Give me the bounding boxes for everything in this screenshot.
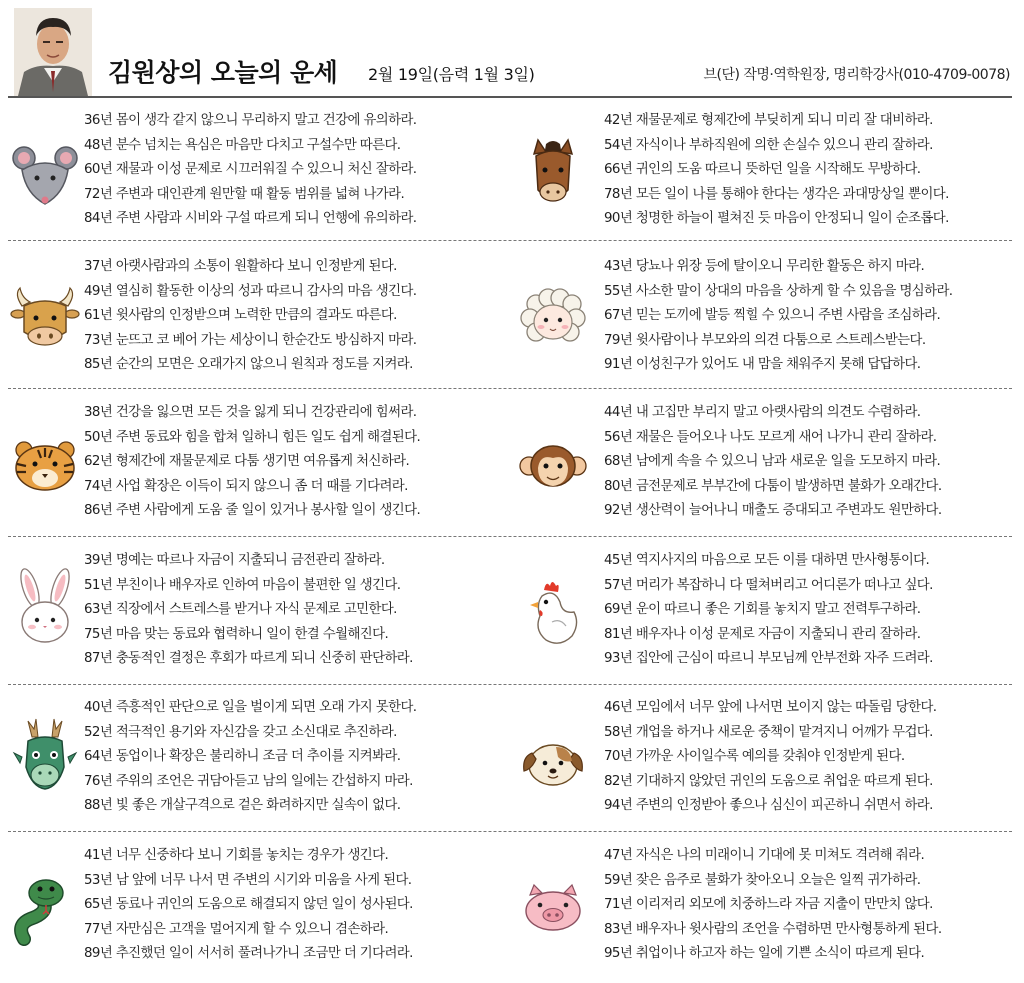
fortune-line: 59년 잦은 음주로 불화가 찾아오니 오늘은 일찍 귀가하라. (604, 872, 921, 888)
zodiac-row (0, 102, 1024, 248)
horse-icon (516, 120, 590, 220)
fortune-line: 94년 주변의 인정받아 좋으나 심신이 피곤하니 쉬면서 하라. (604, 798, 933, 813)
zodiac-cell-pig (508, 837, 1018, 977)
fortune-line: 78년 모든 일이 나를 통해야 한다는 생각은 과대망상일 뿐이다. (604, 186, 949, 202)
zodiac-row (0, 689, 1024, 835)
fortune-list (604, 401, 941, 524)
fortune-line: 79년 윗사람이나 부모와의 의견 다툼으로 스트레스받는다. (604, 332, 926, 348)
fortune-list (604, 549, 933, 672)
fortune-list (84, 844, 413, 967)
fortune-line: 55년 사소한 말이 상대의 마음을 상하게 할 수 있음을 명심하라. (604, 283, 953, 299)
fortune-list (604, 109, 949, 232)
fortune-line: 91년 이성친구가 있어도 내 맘을 채워주지 못해 답답하다. (604, 357, 921, 372)
fortune-line: 48년 분수 넘치는 욕심은 마음만 다치고 구설수만 따른다. (84, 137, 401, 153)
fortune-line: 61년 윗사람의 인정받으며 노력한 만큼의 결과도 따른다. (84, 308, 397, 323)
zodiac-cell-snake (0, 837, 500, 977)
fortune-line: 74년 사업 확장은 이득이 되지 않으니 좀 더 때를 기다려라. (84, 478, 408, 494)
snake-icon (8, 855, 82, 955)
fortune-line: 64년 동업이나 확장은 불리하니 조금 더 추이를 지켜봐라. (84, 749, 401, 764)
zodiac-grid (0, 102, 1024, 977)
row-divider (8, 831, 1012, 832)
zodiac-cell-rabbit (0, 542, 500, 682)
row-divider (8, 240, 1012, 241)
fortune-line: 90년 청명한 하늘이 펼쳐진 듯 마음이 안정되니 일이 순조롭다. (604, 211, 949, 226)
fortune-list (604, 696, 936, 819)
fortune-line: 56년 재물은 들어오나 나도 모르게 새어 나가니 관리 잘하라. (604, 429, 937, 445)
fortune-line: 68년 남에게 속을 수 있으니 남과 새로운 일을 도모하지 마라. (604, 454, 941, 469)
zodiac-cell-chicken (508, 542, 1018, 682)
fortune-line: 69년 운이 따르니 좋은 기회를 놓치지 말고 전력투구하라. (604, 602, 921, 617)
author-info: 브(단) 작명·역학원장, 명리학강사(010-4709-0078) (703, 67, 1010, 83)
zodiac-row (0, 394, 1024, 540)
zodiac-cell-rat (0, 102, 500, 242)
fortune-line: 46년 모임에서 너무 앞에 나서면 보이지 않는 따돌림 당한다. (604, 700, 937, 715)
fortune-line: 82년 기대하지 않았던 귀인의 도움으로 취업운 따르게 된다. (604, 773, 933, 789)
fortune-line: 70년 가까운 사이일수록 예의를 갖춰야 인정받게 된다. (604, 749, 905, 764)
fortune-line: 95년 취업이나 하고자 하는 일에 기쁜 소식이 따르게 된다. (604, 946, 925, 961)
page-title: 김원상의 오늘의 운세 (108, 58, 338, 87)
fortune-line: 84년 주변 사람과 시비와 구설 따르게 되니 언행에 유의하라. (84, 211, 417, 226)
fortune-line: 41년 너무 신중하다 보니 기회를 놓치는 경우가 생긴다. (84, 848, 389, 863)
author-portrait (14, 8, 92, 96)
fortune-line: 71년 이리저리 외모에 치중하느라 자금 지출이 만만치 않다. (604, 897, 933, 912)
zodiac-cell-ox (0, 248, 500, 388)
fortune-line: 53년 남 앞에 너무 나서 면 주변의 시기와 미움을 사게 된다. (84, 872, 412, 888)
row-divider (8, 536, 1012, 537)
zodiac-cell-tiger (0, 394, 500, 534)
fortune-line: 85년 순간의 모면은 오래가지 않으니 원칙과 정도를 지켜라. (84, 357, 413, 372)
fortune-list (84, 109, 416, 232)
fortune-line: 73년 눈뜨고 코 베어 가는 세상이니 한순간도 방심하지 마라. (84, 332, 417, 348)
fortune-line: 67년 믿는 도끼에 발등 찍힐 수 있으니 주변 사람을 조심하라. (604, 308, 941, 323)
zodiac-cell-horse (508, 102, 1018, 242)
fortune-line: 42년 재물문제로 형제간에 부딪히게 되니 미리 잘 대비하라. (604, 113, 933, 128)
chicken-icon (516, 560, 590, 660)
fortune-list (84, 549, 413, 672)
zodiac-row (0, 837, 1024, 983)
sheep-icon (516, 266, 590, 366)
fortune-line: 65년 동료나 귀인의 도움으로 해결되지 않던 일이 성사된다. (84, 897, 413, 912)
fortune-line: 93년 집안에 근심이 따르니 부모님께 안부전화 자주 드려라. (604, 651, 933, 666)
fortune-line: 49년 열심히 활동한 이상의 성과 따르니 감사의 마음 생긴다. (84, 283, 417, 299)
monkey-icon (516, 412, 590, 512)
fortune-line: 52년 적극적인 용기와 자신감을 갖고 소신대로 추진하라. (84, 724, 397, 740)
fortune-line: 92년 생산력이 늘어나니 매출도 증대되고 주변과도 원만하다. (604, 503, 942, 518)
rabbit-icon (8, 560, 82, 660)
fortune-list (604, 844, 941, 967)
fortune-line: 37년 아랫사람과의 소통이 원활하다 보니 인정받게 된다. (84, 259, 397, 274)
zodiac-cell-monkey (508, 394, 1018, 534)
fortune-line: 83년 배우자나 윗사람의 조언을 수렴하면 만사형통하게 된다. (604, 921, 942, 937)
fortune-line: 60년 재물과 이성 문제로 시끄러워질 수 있으니 처신 잘하라. (84, 162, 417, 177)
fortune-list (84, 255, 416, 378)
zodiac-cell-dragon (0, 689, 500, 829)
ox-icon (8, 266, 82, 366)
fortune-line: 75년 마음 맞는 동료와 협력하니 일이 한결 수월해진다. (84, 626, 389, 642)
header-divider (8, 96, 1012, 98)
fortune-line: 58년 개업을 하거나 새로운 중책이 맡겨지니 어깨가 무겁다. (604, 724, 933, 740)
fortune-line: 66년 귀인의 도움 따르니 뜻하던 일을 시작해도 무방하다. (604, 162, 921, 177)
fortune-list (604, 255, 952, 378)
zodiac-cell-sheep (508, 248, 1018, 388)
fortune-list (84, 401, 420, 524)
rat-icon (8, 120, 82, 220)
fortune-line: 81년 배우자나 이성 문제로 자금이 지출되니 관리 잘하라. (604, 626, 921, 642)
fortune-line: 54년 자식이나 부하직원에 의한 손실수 있으니 관리 잘하라. (604, 137, 933, 153)
pig-icon (516, 855, 590, 955)
fortune-line: 80년 금전문제로 부부간에 다툼이 발생하면 불화가 오래간다. (604, 478, 942, 494)
fortune-line: 86년 주변 사람에게 도움 줄 일이 있거나 봉사할 일이 생긴다. (84, 503, 421, 518)
fortune-list (84, 696, 416, 819)
fortune-line: 77년 자만심은 고객을 멀어지게 할 수 있으니 겸손하라. (84, 921, 389, 937)
zodiac-row (0, 542, 1024, 688)
zodiac-row (0, 248, 1024, 394)
fortune-line: 40년 즉흥적인 판단으로 일을 벌이게 되면 오래 가지 못한다. (84, 700, 417, 715)
fortune-line: 87년 충동적인 결정은 후회가 따르게 되니 신중히 판단하라. (84, 651, 413, 666)
row-divider (8, 388, 1012, 389)
fortune-line: 57년 머리가 복잡하니 다 떨쳐버리고 어디론가 떠나고 싶다. (604, 577, 933, 593)
fortune-line: 43년 당뇨나 위장 등에 탈이오니 무리한 활동은 하지 마라. (604, 259, 925, 274)
tiger-icon (8, 412, 82, 512)
date-label: 2월 19일(음력 1월 3일) (368, 65, 535, 84)
fortune-line: 45년 역지사지의 마음으로 모든 이를 대하면 만사형통이다. (604, 553, 930, 568)
fortune-line: 72년 주변과 대인관계 원만할 때 활동 범위를 넓혀 나가라. (84, 186, 405, 202)
fortune-line: 38년 건강을 잃으면 모든 것을 잃게 되니 건강관리에 힘써라. (84, 405, 417, 420)
fortune-line: 51년 부친이나 배우자로 인하여 마음이 불편한 일 생긴다. (84, 577, 401, 593)
fortune-line: 50년 주변 동료와 힘을 합쳐 일하니 힘든 일도 쉽게 해결된다. (84, 429, 421, 445)
fortune-line: 47년 자식은 나의 미래이니 기대에 못 미쳐도 격려해 줘라. (604, 848, 925, 863)
row-divider (8, 684, 1012, 685)
fortune-line: 39년 명예는 따르나 자금이 지출되니 금전관리 잘하라. (84, 553, 385, 568)
fortune-line: 76년 주위의 조언은 귀담아듣고 남의 일에는 간섭하지 마라. (84, 773, 413, 789)
zodiac-cell-dog (508, 689, 1018, 829)
dragon-icon (8, 707, 82, 807)
fortune-line: 89년 추진했던 일이 서서히 풀려나가니 조금만 더 기다려라. (84, 946, 413, 961)
fortune-line: 63년 직장에서 스트레스를 받거나 자식 문제로 고민한다. (84, 602, 397, 617)
header (0, 0, 1024, 100)
fortune-line: 62년 형제간에 재물문제로 다툼 생기면 여유롭게 처신하라. (84, 454, 410, 469)
fortune-line: 44년 내 고집만 부리지 말고 아랫사람의 의견도 수렴하라. (604, 405, 921, 420)
fortune-line: 36년 몸이 생각 같지 않으니 무리하지 말고 건강에 유의하라. (84, 113, 417, 128)
fortune-line: 88년 빛 좋은 개살구격으로 겉은 화려하지만 실속이 없다. (84, 798, 401, 813)
dog-icon (516, 707, 590, 807)
